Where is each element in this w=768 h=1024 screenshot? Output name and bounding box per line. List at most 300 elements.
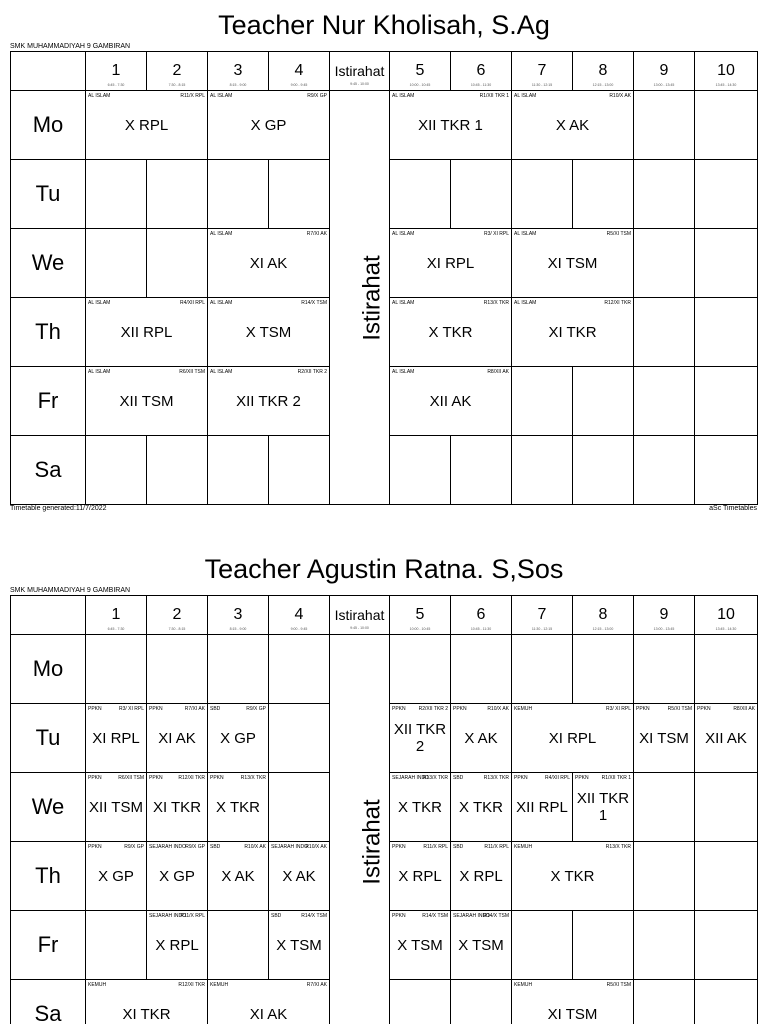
empty-cell [695,91,758,160]
day-label: Fr [11,911,86,980]
lesson-subject: PPKN [149,775,163,781]
period-number: 2 [172,61,182,79]
lesson-cell[interactable] [512,704,634,773]
timetable-grid [10,595,758,1024]
empty-cell [512,911,573,980]
lesson-subject: PPKN [392,706,406,712]
lesson-cell[interactable] [208,842,269,911]
lesson-cell[interactable] [390,229,512,298]
lesson-cell[interactable] [208,298,330,367]
empty-cell [634,160,695,229]
empty-cell [695,980,758,1024]
empty-cell [634,367,695,436]
day-label: Mo [11,635,86,704]
lesson-subject: PPKN [575,775,589,781]
lesson-class: X TSM [458,936,504,954]
lesson-room: R7/XI AK [184,706,205,712]
lesson-subject: SBD [210,844,221,850]
lesson-room: R9/X GP [246,706,266,712]
period-header [512,596,573,635]
lesson-class: XI RPL [426,254,475,272]
lesson-cell[interactable] [390,298,512,367]
lesson-class: X RPL [155,936,199,954]
day-label: Th [11,298,86,367]
lesson-room: R2/XII TKR 2 [418,706,448,712]
period-header [147,52,208,91]
empty-cell [695,635,758,704]
lesson-room: R14/X TSM [301,913,327,919]
lesson-cell[interactable] [86,367,208,436]
lesson-subject: KEMUH [514,844,533,850]
lesson-subject: SEJARAH INDO [271,844,308,850]
lesson-subject: AL ISLAM [210,231,233,237]
empty-cell [86,911,147,980]
empty-cell [390,160,451,229]
period-time: 11:30 - 12:15 [531,626,553,631]
empty-cell [390,980,451,1024]
period-header [390,52,451,91]
lesson-room: R8/XII AK [487,369,509,375]
period-time: 9:00 - 9:45 [290,82,308,87]
day-label: Th [11,842,86,911]
break-column [330,91,390,505]
lesson-class: X TSM [245,323,292,341]
period-header [695,596,758,635]
lesson-subject: SEJARAH INDO [392,775,429,781]
lesson-class: XII TSM [89,798,143,816]
period-header [330,52,390,91]
lesson-room: R8/XII AK [733,706,755,712]
lesson-cell[interactable] [86,842,147,911]
empty-cell [695,229,758,298]
lesson-room: R1/XII TKR 1 [601,775,631,781]
period-header [573,52,634,91]
lesson-room: R14/X TSM [483,913,509,919]
period-number: Istirahat [334,62,385,79]
lesson-class: X AK [464,729,498,747]
lesson-cell[interactable] [147,911,208,980]
empty-cell [451,980,512,1024]
lesson-class: X TSM [276,936,322,954]
lesson-cell[interactable] [86,704,147,773]
lesson-room: R13/X TKR [240,775,266,781]
lesson-subject: SEJARAH INDO [149,844,186,850]
empty-cell [147,436,208,505]
lesson-cell[interactable] [269,911,330,980]
lesson-cell[interactable] [208,773,269,842]
empty-cell [573,436,634,505]
lesson-room: R9/X GP [185,844,205,850]
empty-cell [695,367,758,436]
period-header [86,52,147,91]
empty-cell [208,911,269,980]
lesson-cell[interactable] [86,91,208,160]
period-header [634,596,695,635]
lesson-class: XI TKR [548,323,597,341]
lesson-cell[interactable] [208,980,330,1024]
period-header [695,52,758,91]
lesson-cell[interactable] [512,91,634,160]
lesson-class: X TKR [550,867,595,885]
lesson-subject: KEMUH [88,982,107,988]
lesson-cell[interactable] [390,367,512,436]
empty-cell [695,298,758,367]
period-time: 12:15 - 13:00 [592,626,614,631]
lesson-class: XI RPL [92,729,140,747]
lesson-subject: PPKN [453,706,467,712]
empty-cell [695,436,758,505]
lesson-cell[interactable] [147,704,208,773]
lesson-subject: AL ISLAM [514,93,537,99]
lesson-cell[interactable] [512,980,634,1024]
lesson-class: X TSM [397,936,443,954]
lesson-class: XII TKR 2 [393,721,447,755]
lesson-room: R1/XII TKR 1 [479,93,509,99]
empty-cell [208,160,269,229]
period-number: 10 [717,61,735,79]
school-name: SMK MUHAMMADIYAH 9 GAMBIRAN [10,43,131,50]
period-number: 7 [537,605,547,623]
lesson-room: R12/XI TKR [178,775,205,781]
period-time: 11:30 - 12:15 [531,82,553,87]
empty-cell [208,436,269,505]
day-label: Sa [11,980,86,1024]
lesson-room: R5/XI TSM [606,231,631,237]
period-header [512,52,573,91]
lesson-subject: AL ISLAM [392,93,415,99]
empty-cell [269,160,330,229]
period-header [451,596,512,635]
lesson-class: X AK [282,867,316,885]
lesson-class: XII TSM [119,392,174,410]
lesson-room: R11/X RPL [423,844,448,850]
lesson-subject: KEMUH [210,982,229,988]
period-number: 5 [415,61,425,79]
lesson-cell[interactable] [208,91,330,160]
empty-cell [634,298,695,367]
break-column [330,635,390,1024]
period-time: 9:45 - 10:00 [350,625,369,630]
lesson-room: R3/ XI RPL [118,706,144,712]
period-number: 9 [659,605,669,623]
empty-cell [573,911,634,980]
lesson-subject: PPKN [88,706,102,712]
day-label: Tu [11,160,86,229]
day-label: Sa [11,436,86,505]
lesson-subject: PPKN [392,913,406,919]
period-time: 10:00 - 10:45 [409,626,431,631]
lesson-cell[interactable] [147,773,208,842]
empty-cell [390,436,451,505]
empty-cell [634,773,695,842]
empty-cell [451,436,512,505]
period-number: 6 [476,605,486,623]
empty-cell [512,436,573,505]
empty-cell [512,367,573,436]
lesson-cell[interactable] [634,704,695,773]
day-label: Fr [11,367,86,436]
empty-cell [634,911,695,980]
break-label: Istirahat [358,254,386,341]
lesson-class: XI TSM [547,254,598,272]
period-time: 9:45 - 10:00 [350,81,369,86]
lesson-room: R10/X AK [244,844,266,850]
period-number: 1 [111,605,121,623]
lesson-cell[interactable] [269,842,330,911]
lesson-class: X AK [555,116,590,134]
period-header-row [11,596,758,635]
lesson-class: XI TSM [639,729,689,747]
period-header [269,596,330,635]
empty-cell [86,160,147,229]
lesson-class: XII TKR 1 [418,116,483,134]
lesson-room: R10/X AK [305,844,327,850]
lesson-cell[interactable] [451,842,512,911]
lesson-cell[interactable] [390,91,512,160]
lesson-class: X TKR [216,798,260,816]
period-header [634,52,695,91]
lesson-cell[interactable] [208,229,330,298]
lesson-subject: AL ISLAM [210,93,233,99]
day-label: We [11,229,86,298]
lesson-class: X TKR [459,798,503,816]
period-header [208,596,269,635]
corner-cell [11,596,86,635]
period-number: 2 [172,605,182,623]
period-header [573,596,634,635]
lesson-class: X RPL [124,116,169,134]
period-time: 10:45 - 11:30 [470,82,492,87]
period-number: 8 [598,605,608,623]
lesson-class: X GP [250,116,287,134]
lesson-room: R14/X TSM [301,300,327,306]
lesson-room: R10/X AK [487,706,509,712]
lesson-cell[interactable] [451,773,512,842]
lesson-subject: SBD [210,706,221,712]
day-label: We [11,773,86,842]
empty-cell [147,635,208,704]
lesson-subject: PPKN [88,775,102,781]
school-name: SMK MUHAMMADIYAH 9 GAMBIRAN [10,587,131,594]
lesson-subject: PPKN [697,706,711,712]
day-row [11,91,758,160]
lesson-cell[interactable] [451,704,512,773]
lesson-subject: KEMUH [514,982,533,988]
empty-cell [269,635,330,704]
lesson-class: XI TSM [547,1005,598,1023]
lesson-room: R11/X RPL [484,844,509,850]
period-time: 9:00 - 9:45 [290,626,308,631]
period-number: 7 [537,61,547,79]
lesson-cell[interactable] [208,367,330,436]
empty-cell [86,436,147,505]
day-row [11,635,758,704]
lesson-room: R7/XI AK [306,982,327,988]
lesson-room: R4/XII RPL [544,775,570,781]
period-number: 3 [233,61,243,79]
lesson-class: XI RPL [548,729,597,747]
period-number: 3 [233,605,243,623]
lesson-room: R5/XI TSM [667,706,692,712]
period-number: 9 [659,61,669,79]
period-header [86,596,147,635]
lesson-room: R11/X RPL [180,913,205,919]
day-label: Tu [11,704,86,773]
empty-cell [269,436,330,505]
empty-cell [695,773,758,842]
period-time: 13:45 - 14:30 [715,626,737,631]
period-time: 10:00 - 10:45 [409,82,431,87]
empty-cell [451,160,512,229]
period-time: 13:00 - 13:45 [653,626,675,631]
lesson-room: R12/XI TKR [178,982,205,988]
footer-brand: aSc Timetables [709,505,757,512]
empty-cell [634,229,695,298]
lesson-class: X GP [159,867,195,885]
lesson-room: R9/X GP [307,93,327,99]
period-time: 7:30 - 8:15 [168,82,186,87]
lesson-room: R13/X TKR [605,844,631,850]
lesson-room: R13/X TKR [483,775,509,781]
lesson-subject: PPKN [636,706,650,712]
lesson-room: R5/XI TSM [606,982,631,988]
empty-cell [634,635,695,704]
empty-cell [147,160,208,229]
timetable-title: Teacher Agustin Ratna. S,Sos [204,554,564,584]
lesson-subject: SBD [453,775,464,781]
lesson-class: XII RPL [120,323,173,341]
footer-generated: Timetable generated:11/7/2022 [10,505,107,512]
lesson-room: R14/X TSM [422,913,448,919]
period-number: 8 [598,61,608,79]
empty-cell [634,980,695,1024]
period-time: 8:15 - 9:00 [229,82,247,87]
empty-cell [86,635,147,704]
lesson-class: X TKR [398,798,442,816]
period-time: 7:30 - 8:15 [168,626,186,631]
period-number: 1 [111,61,121,79]
lesson-subject: PPKN [210,775,224,781]
empty-cell [390,635,451,704]
lesson-class: XII TKR 2 [236,392,301,410]
lesson-subject: SBD [271,913,282,919]
period-header [208,52,269,91]
lesson-subject: PPKN [88,844,102,850]
period-header [147,596,208,635]
lesson-subject: SEJARAH INDO [149,913,186,919]
empty-cell [634,436,695,505]
empty-cell [573,635,634,704]
day-label: Mo [11,91,86,160]
empty-cell [269,704,330,773]
lesson-cell[interactable] [208,704,269,773]
lesson-class: XI AK [249,254,288,272]
break-label: Istirahat [358,798,386,885]
lesson-subject: AL ISLAM [392,231,415,237]
empty-cell [512,160,573,229]
corner-cell [11,52,86,91]
period-header [330,596,390,635]
empty-cell [573,160,634,229]
lesson-class: XI TKR [152,798,202,816]
period-header [451,52,512,91]
lesson-room: R4/XII RPL [179,300,205,306]
lesson-cell[interactable] [390,704,451,773]
lesson-cell[interactable] [512,229,634,298]
lesson-room: R2/XII TKR 2 [297,369,327,375]
period-time: 13:00 - 13:45 [653,82,675,87]
period-time: 6:45 - 7:30 [107,626,125,631]
lesson-class: X RPL [459,867,503,885]
lesson-cell[interactable] [86,773,147,842]
lesson-subject: AL ISLAM [88,369,111,375]
period-number: 6 [476,61,486,79]
empty-cell [512,635,573,704]
lesson-class: XI AK [249,1005,288,1023]
lesson-room: R13/X TKR [422,775,448,781]
lesson-subject: AL ISLAM [88,300,111,306]
lesson-class: XI TKR [122,1005,171,1023]
period-time: 8:15 - 9:00 [229,626,247,631]
lesson-room: R3/ XI RPL [483,231,509,237]
period-header [390,596,451,635]
lesson-room: R13/X TKR [483,300,509,306]
lesson-cell[interactable] [512,842,634,911]
empty-cell [634,842,695,911]
empty-cell [695,160,758,229]
lesson-subject: AL ISLAM [514,300,537,306]
timetable-grid [10,51,758,505]
lesson-subject: SBD [453,844,464,850]
lesson-class: X TKR [428,323,473,341]
lesson-cell[interactable] [390,842,451,911]
lesson-subject: PPKN [392,844,406,850]
lesson-class: XII AK [705,729,747,747]
lesson-cell[interactable] [573,773,634,842]
lesson-room: R9/X GP [124,844,144,850]
lesson-cell[interactable] [390,911,451,980]
lesson-cell[interactable] [86,980,208,1024]
lesson-cell[interactable] [390,773,451,842]
lesson-room: R7/XI AK [306,231,327,237]
lesson-cell[interactable] [86,298,208,367]
period-number: 5 [415,605,425,623]
empty-cell [695,842,758,911]
lesson-room: R10/X AK [609,93,631,99]
lesson-cell[interactable] [512,773,573,842]
period-time: 6:45 - 7:30 [107,82,125,87]
empty-cell [573,367,634,436]
period-number: 4 [294,605,304,623]
lesson-cell[interactable] [451,911,512,980]
lesson-cell[interactable] [695,704,758,773]
period-time: 12:15 - 13:00 [592,82,614,87]
lesson-cell[interactable] [512,298,634,367]
lesson-class: XII AK [429,392,472,410]
lesson-cell[interactable] [147,842,208,911]
lesson-subject: SEJARAH INDO [453,913,490,919]
timetable-title: Teacher Nur Kholisah, S.Ag [218,10,550,40]
lesson-subject: AL ISLAM [210,369,233,375]
period-number: 10 [717,605,735,623]
empty-cell [147,229,208,298]
empty-cell [695,911,758,980]
empty-cell [208,635,269,704]
period-number: 4 [294,61,304,79]
lesson-class: X AK [221,867,255,885]
lesson-class: XI AK [158,729,196,747]
period-time: 13:45 - 14:30 [715,82,737,87]
